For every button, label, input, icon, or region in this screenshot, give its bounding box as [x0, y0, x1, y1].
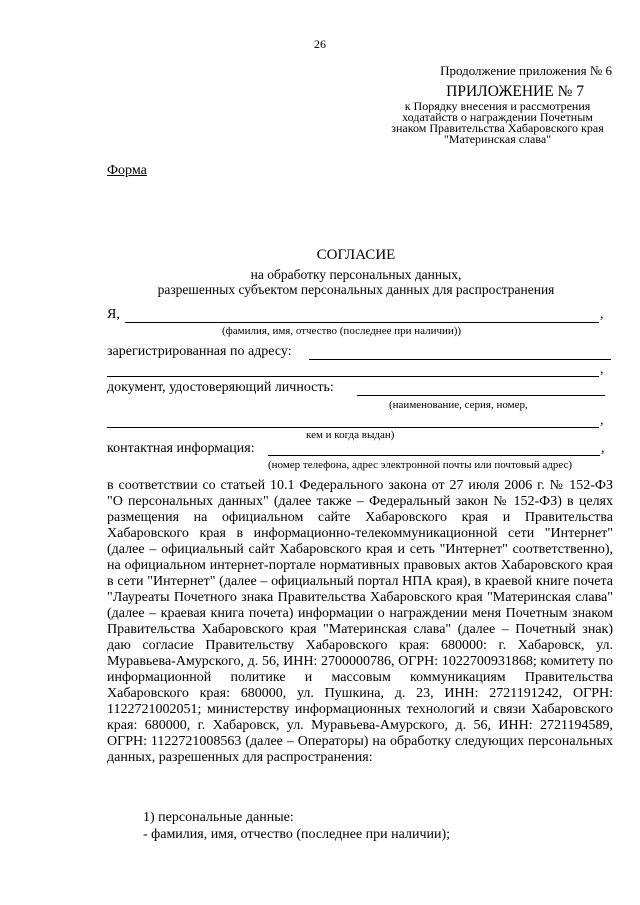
appendix-subtitle: к Порядку внесения и рассмотрения ходатайств о награждении Почетным знаком Правительства Хабаровского края "Материнская слава"	[391, 99, 604, 146]
contact-label: контактная информация:	[107, 441, 255, 456]
address-label: зарегистрированная по адресу:	[107, 344, 292, 359]
fio-hint: (фамилия, имя, отчество (последнее при наличии))	[222, 325, 462, 337]
document-hint-2: кем и когда выдан)	[306, 429, 395, 441]
document-subtitle-line1: на обработку персональных данных,	[250, 267, 462, 282]
contact-comma: ,	[601, 441, 605, 456]
address-field[interactable]	[309, 359, 611, 360]
document-field-line2[interactable]	[107, 427, 599, 428]
document-hint-1: (наименование, серия, номер,	[389, 399, 528, 411]
consent-body-text: в соответствии со статьей 10.1 Федерального закона от 27 июля 2006 г. № 152-ФЗ "О персональных данных" (далее также – Федеральный закон № 152-ФЗ) в целях размещения на официальном сайте Хабаровского края и Правительства Хабаровского края в информационно-телекоммуникационной сети "Интернет" (далее – официальный сайт Хабаровского края и сеть "Интернет" соответственно), на официальном интернет-портале нормативных правовых актов Хабаровского края в сети "Интернет" (далее – официальный портал НПА края), в краевой книге почета "Лауреаты Почетного знака Правительства Хабаровского края "Материнская слава" (далее – краевая книга почета) информации о награждении меня Почетным знаком Правительства Хабаровского края "Материнская слава" (далее – Почетный знак) даю согласие Правительству Хабаровского края: 680000: г. Хабаровск, ул. Муравьева-Амурского, д. 56, ИНН: 2700000786, ОГРН: 1022700931868; комитету по информационной политике и массовым коммуникациям Правительства Хабаровского края: 680000, ул. Пушкина, д. 23, ИНН: 2721191242, ОГРН: 1122721002051; министерству информационных технологий и связи Хабаровского края: 680000, г. Хабаровск, ул. Муравьева-Амурского, д. 56, ИНН: 2721194589, ОГРН: 1122721008563 (далее – Операторы) на обработку следующих персональных данных, разрешенных для распространения:	[107, 478, 613, 765]
address-field-line2[interactable]	[107, 376, 599, 377]
fio-comma: ,	[600, 307, 604, 322]
fio-field[interactable]	[125, 322, 599, 323]
form-label: Форма	[107, 163, 147, 178]
document-title: СОГЛАСИЕ	[316, 247, 396, 263]
document-field[interactable]	[357, 395, 605, 396]
contact-field[interactable]	[268, 455, 600, 456]
page-number: 26	[314, 37, 326, 51]
list-item-2: - фамилия, имя, отчество (последнее при наличии);	[143, 827, 451, 842]
appendix-title: ПРИЛОЖЕНИЕ № 7	[446, 83, 584, 100]
continuation-note: Продолжение приложения № 6	[440, 63, 612, 78]
i-label: Я,	[107, 307, 120, 322]
document-label: документ, удостоверяющий личность:	[107, 380, 334, 395]
document-subtitle-line2: разрешенных субъектом персональных данных для распространения	[157, 282, 555, 297]
document-comma: ,	[600, 413, 604, 428]
address-comma: ,	[600, 362, 604, 377]
list-item-1: 1) персональные данные:	[143, 810, 294, 825]
contact-hint: (номер телефона, адрес электронной почты или почтовый адрес)	[268, 459, 573, 471]
